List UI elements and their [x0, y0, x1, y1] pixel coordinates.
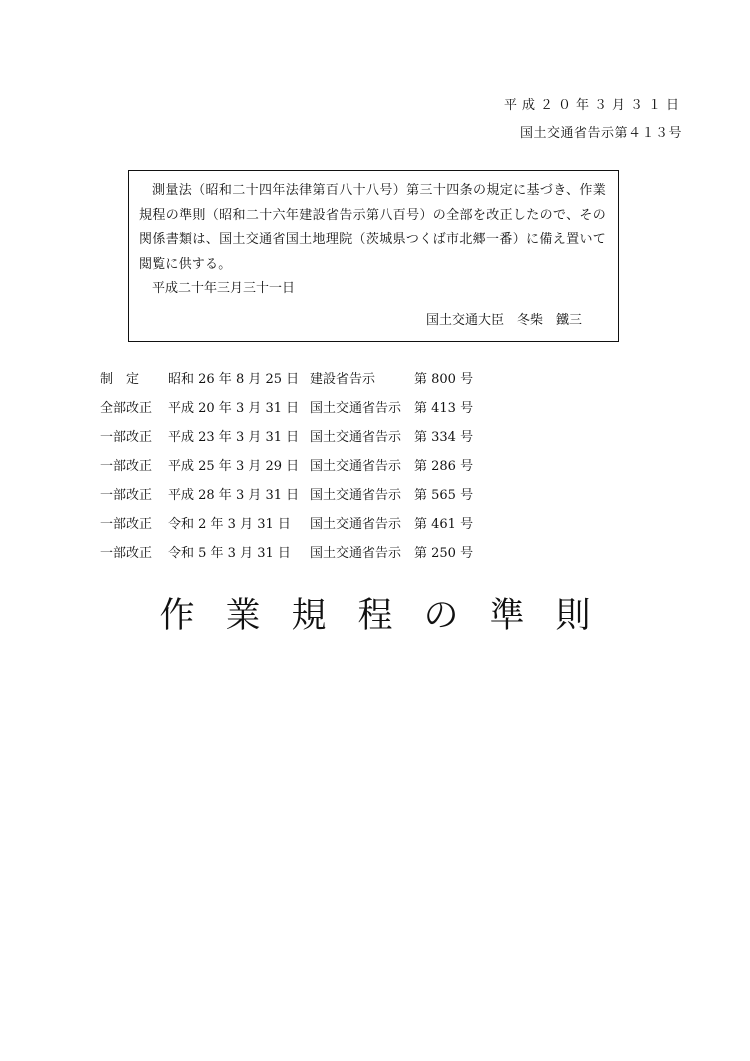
history-number: 第 565 号 [414, 488, 474, 503]
history-kind: 一部改正 [100, 430, 153, 445]
history-kind: 一部改正 [100, 488, 153, 503]
notice-body: 測量法（昭和二十四年法律第百八十八号）第三十四条の規定に基づき、作業規程の準則（昭和二十六年建設省告示第八百号）の全部を改正したので、その関係書類は、国土交通省国土地理院（茨城県つくば市北郷一番）に備え置いて閲覧に供する。 [139, 183, 606, 272]
history-kind: 一部改正 [100, 546, 153, 561]
history-number: 第 800 号 [414, 372, 474, 387]
history-number: 第 286 号 [414, 459, 474, 474]
history-org: 国土交通省告示 [310, 459, 402, 474]
history-number: 第 413 号 [414, 401, 474, 416]
history-kind: 制定 [100, 372, 153, 387]
history-kind: 一部改正 [100, 517, 153, 532]
notice-number: 国土交通省告示第４１３号 [519, 126, 682, 141]
table-row [100, 426, 520, 455]
history-org: 国土交通省告示 [310, 430, 402, 445]
history-date: 平成 28 年 3 月 31 日 [168, 488, 300, 503]
history-date: 平成 23 年 3 月 31 日 [168, 430, 300, 445]
history-kind: 全部改正 [100, 401, 153, 416]
history-date: 平成 25 年 3 月 29 日 [168, 459, 300, 474]
history-date: 令和 2 年 3 月 31 日 [168, 517, 291, 532]
table-row [100, 455, 520, 484]
table-row [100, 542, 520, 571]
table-row [100, 368, 520, 397]
table-row [100, 484, 520, 513]
notice-signer: 国土交通大臣 冬柴 鐵三 [425, 313, 582, 328]
table-row [100, 513, 520, 542]
history-date: 令和 5 年 3 月 31 日 [168, 546, 291, 561]
history-number: 第 334 号 [414, 430, 474, 445]
history-org: 国土交通省告示 [310, 517, 402, 532]
history-number: 第 461 号 [414, 517, 474, 532]
history-org: 国土交通省告示 [310, 546, 402, 561]
history-date: 平成 20 年 3 月 31 日 [168, 401, 300, 416]
history-number: 第 250 号 [414, 546, 474, 561]
document-title: 作業規程の準則 [159, 596, 622, 636]
notice-box [128, 170, 619, 342]
history-org: 国土交通省告示 [310, 488, 402, 503]
table-row [100, 397, 520, 426]
notice-date: 平成二十年三月三十一日 [152, 281, 296, 296]
header-date: 平成２０年３月３１日 [503, 98, 684, 113]
revision-history-table [100, 368, 520, 571]
history-kind: 一部改正 [100, 459, 153, 474]
history-date: 昭和 26 年 8 月 25 日 [168, 372, 300, 387]
history-org: 建設省告示 [310, 372, 376, 387]
history-org: 国土交通省告示 [310, 401, 402, 416]
